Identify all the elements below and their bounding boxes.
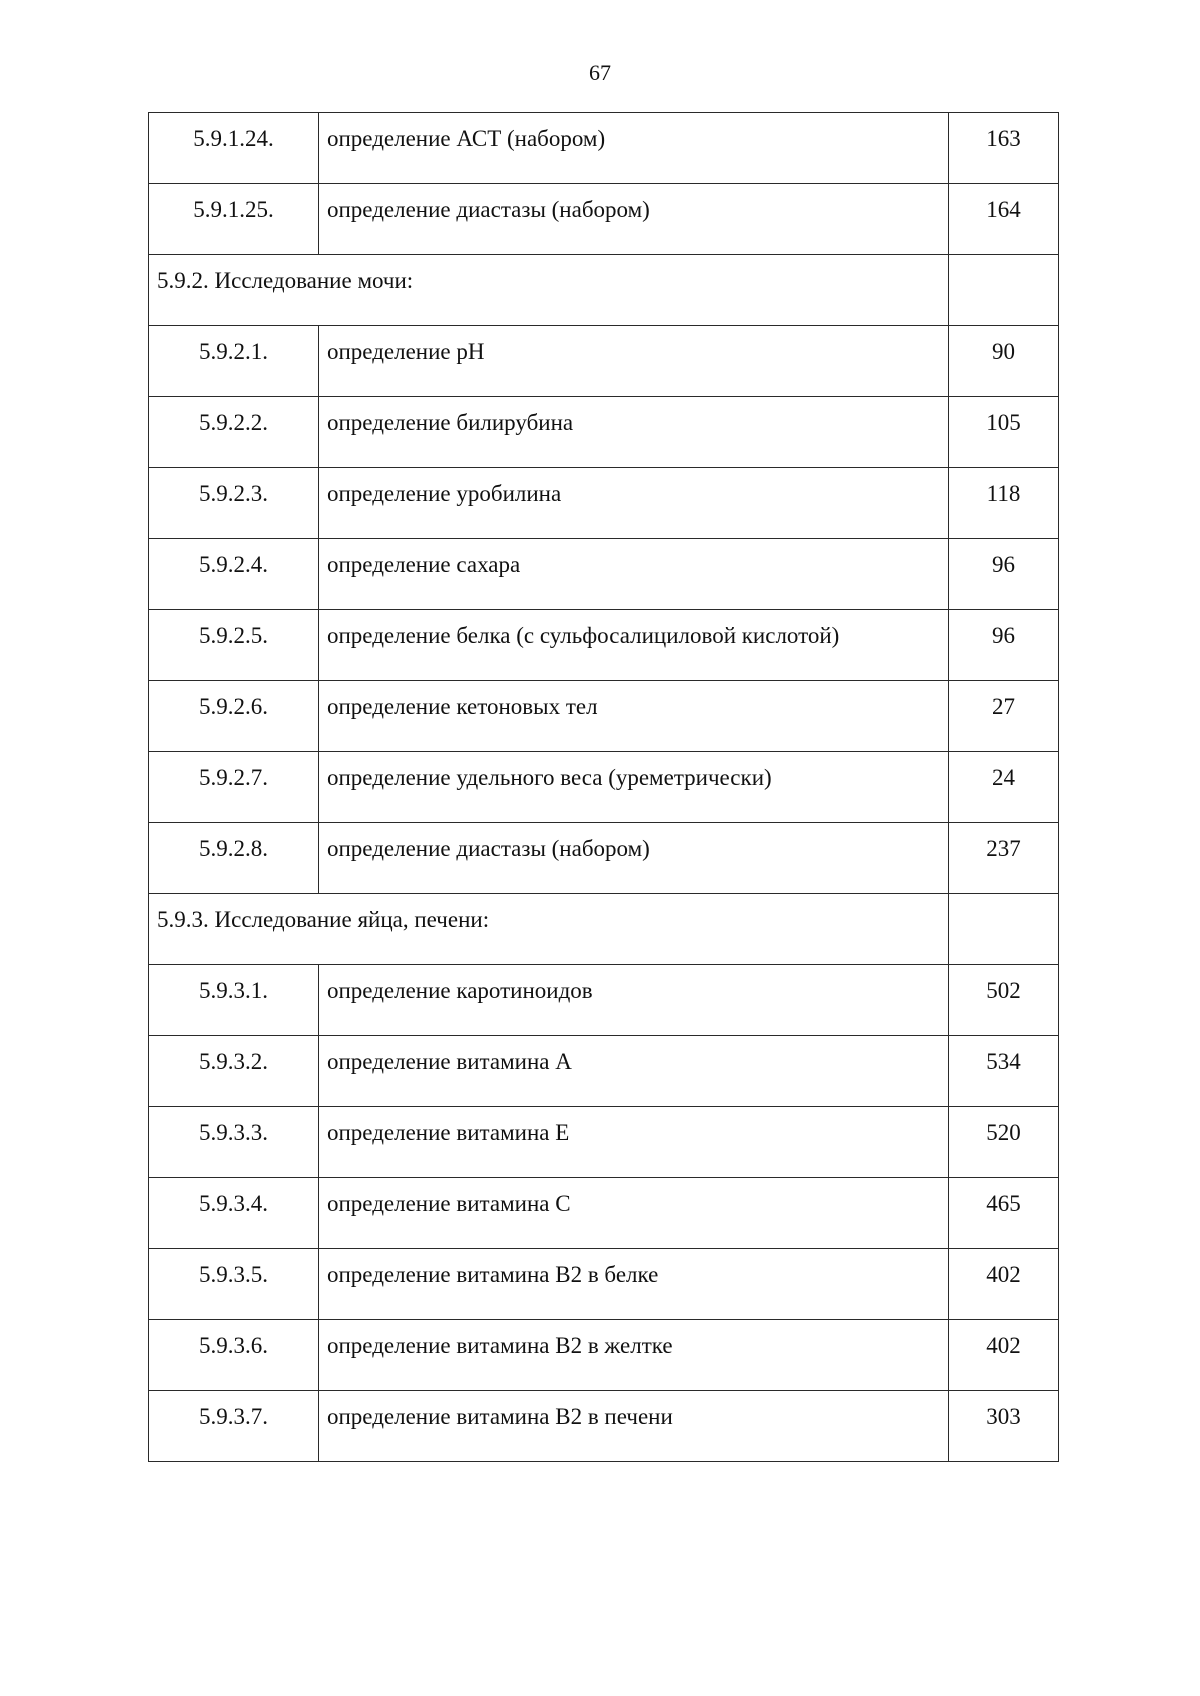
table-row	[149, 539, 1059, 610]
table-row	[149, 610, 1059, 681]
item-name: определение удельного веса (урeметрически)	[319, 752, 949, 823]
item-price: 502	[949, 965, 1059, 1036]
item-code: 5.9.2.4.	[149, 539, 319, 610]
item-price: 90	[949, 326, 1059, 397]
item-price	[949, 894, 1059, 965]
item-code: 5.9.2.8.	[149, 823, 319, 894]
item-price: 27	[949, 681, 1059, 752]
table-row	[149, 184, 1059, 255]
item-code: 5.9.2.3.	[149, 468, 319, 539]
item-price: 105	[949, 397, 1059, 468]
table-row	[149, 1036, 1059, 1107]
table-row	[149, 113, 1059, 184]
item-code: 5.9.3.3.	[149, 1107, 319, 1178]
item-code: 5.9.3.5.	[149, 1249, 319, 1320]
item-name: определение витамина А	[319, 1036, 949, 1107]
item-price: 118	[949, 468, 1059, 539]
item-name: определение каротиноидов	[319, 965, 949, 1036]
item-price	[949, 255, 1059, 326]
item-name: определение витамина В2 в белке	[319, 1249, 949, 1320]
item-code: 5.9.3.7.	[149, 1391, 319, 1462]
item-name: определение витамина В2 в желтке	[319, 1320, 949, 1391]
item-price: 164	[949, 184, 1059, 255]
table-row	[149, 326, 1059, 397]
table-row	[149, 1249, 1059, 1320]
table-row	[149, 681, 1059, 752]
item-name: определение витамина В2 в печени	[319, 1391, 949, 1462]
item-code: 5.9.1.24.	[149, 113, 319, 184]
item-name: определение уробилина	[319, 468, 949, 539]
item-price: 534	[949, 1036, 1059, 1107]
section-row	[149, 255, 1059, 326]
item-name: определение белка (с сульфосалициловой кислотой)	[319, 610, 949, 681]
item-code: 5.9.2.6.	[149, 681, 319, 752]
item-code: 5.9.3.6.	[149, 1320, 319, 1391]
item-code: 5.9.2.7.	[149, 752, 319, 823]
table-row	[149, 823, 1059, 894]
item-name: определение диастазы (набором)	[319, 184, 949, 255]
item-name: определение сахара	[319, 539, 949, 610]
item-price: 465	[949, 1178, 1059, 1249]
section-title: 5.9.2. Исследование мочи:	[149, 255, 949, 326]
item-price: 402	[949, 1249, 1059, 1320]
item-name: определение диастазы (набором)	[319, 823, 949, 894]
item-price: 96	[949, 610, 1059, 681]
item-price: 303	[949, 1391, 1059, 1462]
table-row	[149, 1391, 1059, 1462]
item-code: 5.9.1.25.	[149, 184, 319, 255]
item-name: определение билирубина	[319, 397, 949, 468]
item-code: 5.9.3.2.	[149, 1036, 319, 1107]
page-number: 67	[589, 60, 611, 85]
item-code: 5.9.3.1.	[149, 965, 319, 1036]
table-row	[149, 965, 1059, 1036]
item-code: 5.9.2.5.	[149, 610, 319, 681]
item-price: 402	[949, 1320, 1059, 1391]
item-price: 24	[949, 752, 1059, 823]
item-price: 96	[949, 539, 1059, 610]
item-price: 237	[949, 823, 1059, 894]
item-name: определение АСТ (набором)	[319, 113, 949, 184]
item-name: определение кетоновых тел	[319, 681, 949, 752]
item-name: определение витамина С	[319, 1178, 949, 1249]
item-price: 163	[949, 113, 1059, 184]
item-code: 5.9.2.2.	[149, 397, 319, 468]
table-row	[149, 1178, 1059, 1249]
table-row	[149, 1107, 1059, 1178]
price-table	[148, 112, 1059, 1462]
table-row	[149, 468, 1059, 539]
table-row	[149, 752, 1059, 823]
item-code: 5.9.3.4.	[149, 1178, 319, 1249]
item-price: 520	[949, 1107, 1059, 1178]
item-name: определение pH	[319, 326, 949, 397]
section-row	[149, 894, 1059, 965]
table-row	[149, 1320, 1059, 1391]
section-title: 5.9.3. Исследование яйца, печени:	[149, 894, 949, 965]
item-code: 5.9.2.1.	[149, 326, 319, 397]
item-name: определение витамина Е	[319, 1107, 949, 1178]
table-row	[149, 397, 1059, 468]
